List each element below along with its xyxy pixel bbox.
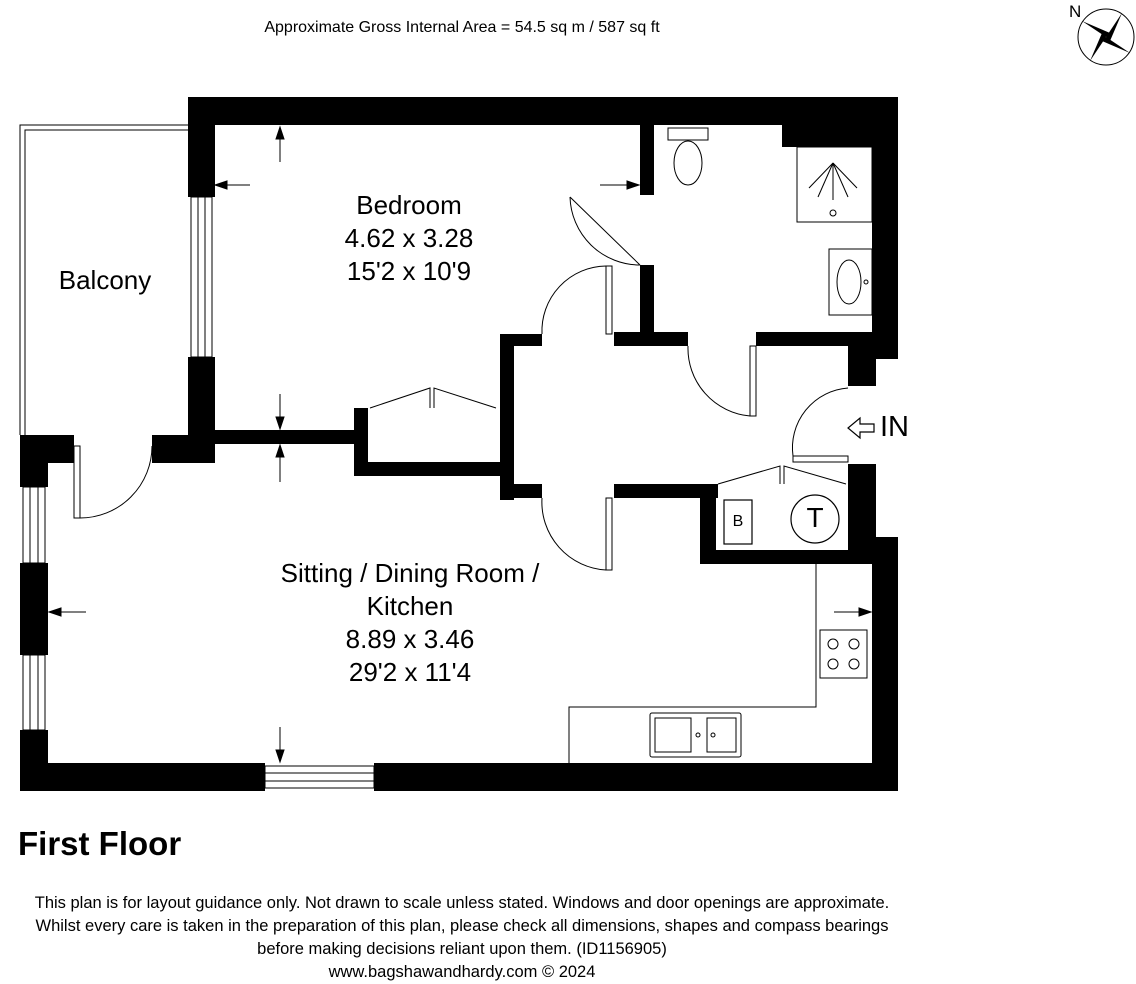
disclaimer-line-1: This plan is for layout guidance only. Not drawn to scale unless stated. Windows and door openings are approximate.: [34, 894, 890, 912]
bedroom-label: [309, 189, 509, 288]
bedroom-name: Bedroom: [356, 190, 462, 220]
floor-title: First Floor: [18, 825, 182, 862]
entrance-arrow-icon: [848, 418, 874, 438]
compass-icon: [1078, 9, 1134, 65]
sitting-room-metric: 8.89 x 3.46: [345, 624, 475, 654]
disclaimer-line-3: before making decisions reliant upon them. (ID1156905): [257, 940, 667, 958]
bedroom-imperial: 15'2 x 10'9: [346, 256, 472, 286]
sitting-room-name-2: Kitchen: [366, 591, 454, 621]
disclaimer-line-2: Whilst every care is taken in the preparation of this plan, please check all dimensions, shapes and compass bearings: [35, 917, 889, 935]
bathroom-fixtures: [668, 128, 872, 315]
sitting-room-name-1: Sitting / Dining Room /: [280, 558, 540, 588]
compass-north-label: N: [1069, 2, 1082, 21]
sitting-room-imperial: 29'2 x 11'4: [348, 657, 472, 687]
sitting-room-label: [235, 557, 585, 689]
kitchen-fixtures: [569, 564, 867, 763]
website-credit: www.bagshawandhardy.com © 2024: [328, 963, 596, 981]
boiler-label: B: [732, 513, 744, 530]
balcony-label: Balcony: [58, 265, 152, 295]
tank-label: T: [806, 502, 824, 533]
gross-area-text: Approximate Gross Internal Area = 54.5 sq m / 587 sq ft: [264, 19, 660, 36]
bedroom-metric: 4.62 x 3.28: [344, 223, 474, 253]
entrance-label: IN: [880, 411, 909, 443]
